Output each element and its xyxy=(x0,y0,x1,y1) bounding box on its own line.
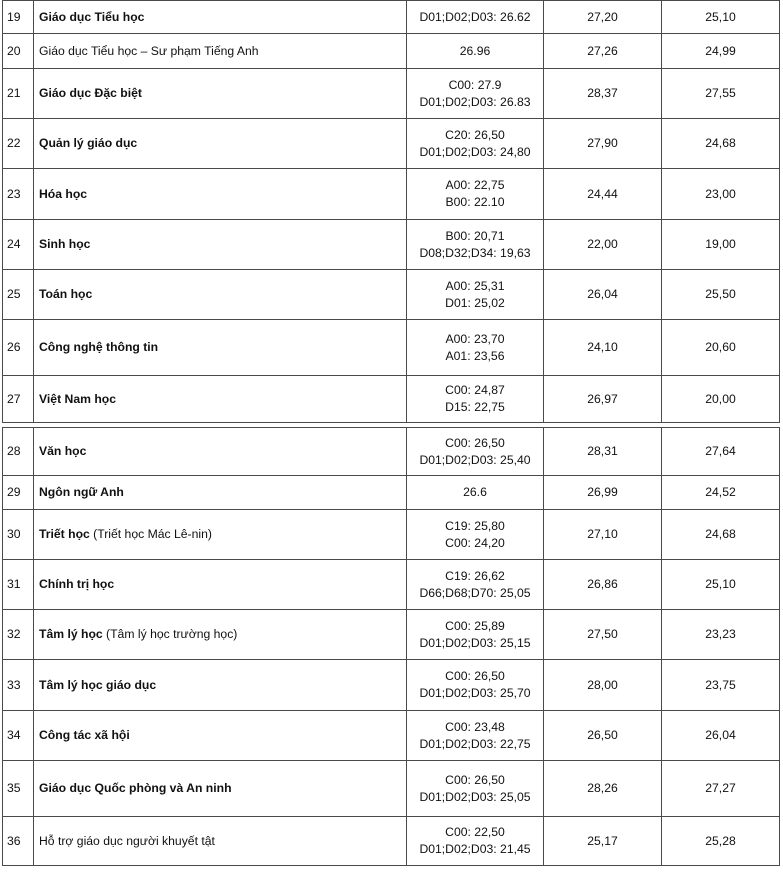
major-name-cell xyxy=(34,610,407,660)
table-row xyxy=(3,376,780,423)
combo-score-line: C00: 26,50 xyxy=(445,772,505,787)
combo-score-line: A00: 25,31 xyxy=(445,278,505,293)
score-col-3: 26,86 xyxy=(544,560,662,610)
score-col-4: 23,23 xyxy=(662,610,780,660)
admission-score-table xyxy=(2,0,780,866)
combo-score-line: A01: 23,56 xyxy=(445,348,505,363)
table-row xyxy=(3,220,780,270)
row-number: 19 xyxy=(3,1,34,34)
major-name: Triết học xyxy=(39,527,90,541)
subject-combo-scores xyxy=(407,510,544,560)
row-number: 30 xyxy=(3,510,34,560)
subject-combo-scores xyxy=(407,817,544,866)
major-name-cell xyxy=(34,376,407,423)
combo-score-line: C00: 26,50 xyxy=(445,669,505,683)
major-name-cell xyxy=(34,510,407,560)
combo-score-line: C20: 26,50 xyxy=(445,127,505,142)
major-name-cell xyxy=(34,270,407,320)
major-name: Giáo dục Tiểu học xyxy=(39,9,145,24)
combo-score-line: 26.96 xyxy=(459,43,491,58)
combo-score-line: D01;D02;D03: 26.83 xyxy=(419,94,531,109)
combo-score-line: C19: 25,80 xyxy=(445,518,505,533)
major-name: Văn học xyxy=(39,444,87,458)
major-name: Sinh học xyxy=(39,237,91,251)
major-name-cell xyxy=(34,320,407,376)
combo-score-line: C00: 25,89 xyxy=(445,618,505,633)
table-row xyxy=(3,69,780,119)
score-col-3: 28,26 xyxy=(544,761,662,817)
combo-score-line: C00: 23,48 xyxy=(445,719,505,734)
major-name-note: (Tâm lý học trường học) xyxy=(102,627,238,641)
score-col-4: 24,52 xyxy=(662,476,780,510)
score-col-4: 24,68 xyxy=(662,510,780,560)
major-name-cell xyxy=(34,34,407,69)
table-row xyxy=(3,476,780,510)
combo-score-line: D01;D02;D03: 25,15 xyxy=(419,635,531,650)
subject-combo-scores xyxy=(407,428,544,476)
table-row xyxy=(3,817,780,866)
subject-combo-scores xyxy=(407,1,544,34)
score-col-4: 20,00 xyxy=(662,376,780,423)
row-number: 36 xyxy=(3,817,34,866)
major-name-cell xyxy=(34,660,407,711)
score-col-3: 28,31 xyxy=(544,428,662,476)
score-col-3: 27,90 xyxy=(544,119,662,169)
table-row xyxy=(3,270,780,320)
major-name-cell xyxy=(34,428,407,476)
score-col-4: 27,55 xyxy=(662,69,780,119)
major-name: Giáo dục Quốc phòng và An ninh xyxy=(39,781,232,795)
combo-score-line: D01;D02;D03: 24,80 xyxy=(419,144,531,159)
row-number: 34 xyxy=(3,711,34,761)
combo-score-line: C19: 26,62 xyxy=(445,568,505,583)
subject-combo-scores xyxy=(407,169,544,220)
subject-combo-scores xyxy=(407,660,544,711)
score-col-3: 26,97 xyxy=(544,376,662,423)
score-col-4: 25,10 xyxy=(662,1,780,34)
major-name-cell xyxy=(34,476,407,510)
score-col-4: 25,50 xyxy=(662,270,780,320)
score-col-3: 27,10 xyxy=(544,510,662,560)
table-row xyxy=(3,711,780,761)
subject-combo-scores xyxy=(407,560,544,610)
score-col-4: 23,00 xyxy=(662,169,780,220)
combo-score-line: 26.6 xyxy=(463,485,487,499)
major-name-cell xyxy=(34,220,407,270)
subject-combo-scores xyxy=(407,270,544,320)
score-col-4: 19,00 xyxy=(662,220,780,270)
row-number: 31 xyxy=(3,560,34,610)
major-name: Hóa học xyxy=(39,186,88,201)
row-number: 33 xyxy=(3,660,34,711)
table-row xyxy=(3,510,780,560)
table-row xyxy=(3,320,780,376)
row-number: 27 xyxy=(3,376,34,423)
score-col-4: 27,64 xyxy=(662,428,780,476)
score-table-container xyxy=(2,0,779,866)
major-name: Việt Nam học xyxy=(39,391,116,406)
score-col-3: 27,50 xyxy=(544,610,662,660)
table-row xyxy=(3,169,780,220)
major-name-cell xyxy=(34,1,407,34)
row-number: 23 xyxy=(3,169,34,220)
major-name-cell xyxy=(34,560,407,610)
row-number: 32 xyxy=(3,610,34,660)
major-name: Giáo dục Đặc biệt xyxy=(39,86,142,100)
major-name: Toán học xyxy=(39,287,93,301)
score-col-3: 22,00 xyxy=(544,220,662,270)
subject-combo-scores xyxy=(407,376,544,423)
major-name-cell xyxy=(34,761,407,817)
major-name: Chính trị học xyxy=(39,577,115,591)
combo-score-line: D01: 25,02 xyxy=(445,295,505,310)
major-name-cell xyxy=(34,711,407,761)
table-row xyxy=(3,660,780,711)
score-col-3: 27,26 xyxy=(544,34,662,69)
subject-combo-scores xyxy=(407,34,544,69)
table-row xyxy=(3,428,780,476)
combo-score-line: D01;D02;D03: 25,40 xyxy=(419,452,531,467)
major-name: Hỗ trợ giáo dục người khuyết tật xyxy=(39,833,215,848)
score-col-4: 23,75 xyxy=(662,660,780,711)
score-col-3: 25,17 xyxy=(544,817,662,866)
score-col-3: 28,37 xyxy=(544,69,662,119)
subject-combo-scores xyxy=(407,761,544,817)
combo-score-line: A00: 22,75 xyxy=(445,178,505,192)
combo-score-line: B00: 22.10 xyxy=(445,195,505,209)
combo-score-line: C00: 27.9 xyxy=(448,77,502,92)
combo-score-line: C00: 22,50 xyxy=(445,825,505,839)
row-number: 20 xyxy=(3,34,34,69)
score-col-4: 24,99 xyxy=(662,34,780,69)
major-name: Giáo dục Tiểu học – Sư phạm Tiếng Anh xyxy=(39,43,259,58)
combo-score-line: C00: 26,50 xyxy=(445,435,505,450)
score-col-3: 27,20 xyxy=(544,1,662,34)
table-body xyxy=(3,1,780,866)
major-name: Quản lý giáo dục xyxy=(39,136,138,150)
combo-score-line: D01;D02;D03: 26.62 xyxy=(419,9,531,24)
combo-score-line: D08;D32;D34: 19,63 xyxy=(419,245,531,260)
subject-combo-scores xyxy=(407,320,544,376)
table-row xyxy=(3,761,780,817)
score-col-4: 25,10 xyxy=(662,560,780,610)
subject-combo-scores xyxy=(407,69,544,119)
major-name: Tâm lý học giáo dục xyxy=(39,677,157,692)
combo-score-line: D01;D02;D03: 25,70 xyxy=(419,686,531,700)
major-name-cell xyxy=(34,169,407,220)
major-name-cell xyxy=(34,817,407,866)
score-col-3: 26,04 xyxy=(544,270,662,320)
subject-combo-scores xyxy=(407,711,544,761)
row-number: 25 xyxy=(3,270,34,320)
major-name-note: (Triết học Mác Lê-nin) xyxy=(89,527,212,541)
score-col-4: 27,27 xyxy=(662,761,780,817)
combo-score-line: A00: 23,70 xyxy=(445,331,505,346)
score-col-3: 26,50 xyxy=(544,711,662,761)
row-number: 21 xyxy=(3,69,34,119)
combo-score-line: D66;D68;D70: 25,05 xyxy=(419,585,531,600)
row-number: 26 xyxy=(3,320,34,376)
major-name-cell xyxy=(34,69,407,119)
major-name: Tâm lý học xyxy=(39,627,103,641)
score-col-4: 24,68 xyxy=(662,119,780,169)
combo-score-line: D01;D02;D03: 25,05 xyxy=(419,789,531,804)
subject-combo-scores xyxy=(407,476,544,510)
combo-score-line: C00: 24,87 xyxy=(445,383,505,397)
score-col-3: 24,10 xyxy=(544,320,662,376)
score-col-4: 25,28 xyxy=(662,817,780,866)
major-name: Ngôn ngữ Anh xyxy=(39,485,124,499)
table-row xyxy=(3,34,780,69)
combo-score-line: B00: 20,71 xyxy=(445,228,505,243)
major-name: Công nghệ thông tin xyxy=(39,340,159,354)
combo-score-line: D15: 22,75 xyxy=(445,400,505,414)
row-number: 35 xyxy=(3,761,34,817)
row-number: 29 xyxy=(3,476,34,510)
combo-score-line: C00: 24,20 xyxy=(445,535,505,550)
subject-combo-scores xyxy=(407,119,544,169)
subject-combo-scores xyxy=(407,610,544,660)
score-col-3: 24,44 xyxy=(544,169,662,220)
table-row xyxy=(3,1,780,34)
row-number: 28 xyxy=(3,428,34,476)
major-name: Công tác xã hội xyxy=(39,728,130,742)
score-col-4: 26,04 xyxy=(662,711,780,761)
score-col-4: 20,60 xyxy=(662,320,780,376)
subject-combo-scores xyxy=(407,220,544,270)
row-number: 22 xyxy=(3,119,34,169)
combo-score-line: D01;D02;D03: 21,45 xyxy=(419,842,531,856)
table-row xyxy=(3,119,780,169)
score-col-3: 26,99 xyxy=(544,476,662,510)
score-col-3: 28,00 xyxy=(544,660,662,711)
table-row xyxy=(3,560,780,610)
table-row xyxy=(3,610,780,660)
combo-score-line: D01;D02;D03: 22,75 xyxy=(419,736,531,751)
row-number: 24 xyxy=(3,220,34,270)
major-name-cell xyxy=(34,119,407,169)
